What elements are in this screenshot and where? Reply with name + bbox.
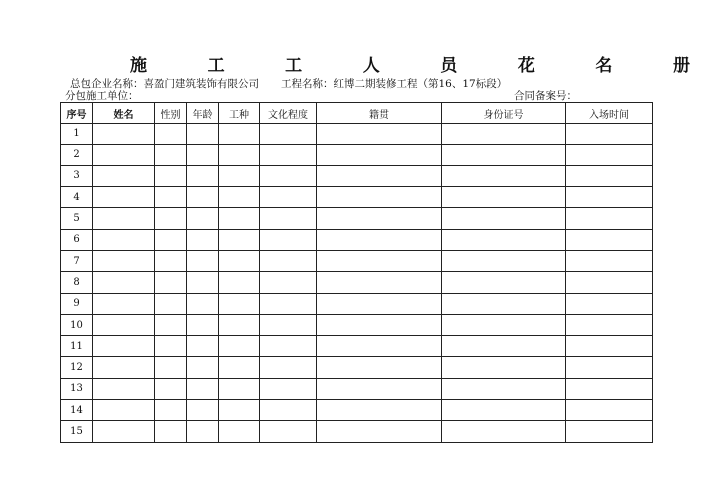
cell-entry-date[interactable] <box>566 336 653 357</box>
cell-entry-date[interactable] <box>566 124 653 145</box>
cell-education[interactable] <box>260 208 317 229</box>
cell-native-place[interactable] <box>317 187 442 208</box>
cell-age[interactable] <box>187 124 219 145</box>
cell-education[interactable] <box>260 357 317 378</box>
cell-gender[interactable] <box>155 165 187 186</box>
cell-name[interactable] <box>93 208 155 229</box>
cell-education[interactable] <box>260 314 317 335</box>
row-index: 9 <box>61 293 93 314</box>
cell-entry-date[interactable] <box>566 378 653 399</box>
cell-name[interactable] <box>93 187 155 208</box>
cell-trade[interactable] <box>219 400 260 421</box>
cell-native-place[interactable] <box>317 272 442 293</box>
cell-trade[interactable] <box>219 229 260 250</box>
cell-name[interactable] <box>93 144 155 165</box>
title-char: 员 <box>440 55 458 76</box>
cell-trade[interactable] <box>219 357 260 378</box>
title-char: 工 <box>285 55 303 76</box>
cell-native-place[interactable] <box>317 314 442 335</box>
cell-age[interactable] <box>187 421 219 442</box>
title-char: 人 <box>362 55 380 76</box>
cell-id-number[interactable] <box>442 421 566 442</box>
row-index: 13 <box>61 378 93 399</box>
table-row <box>61 378 653 399</box>
row-index: 7 <box>61 250 93 271</box>
header-id-number: 身份证号 <box>442 103 566 124</box>
cell-id-number[interactable] <box>442 272 566 293</box>
contract-number-label: 合同备案号： <box>514 90 577 102</box>
cell-gender[interactable] <box>155 229 187 250</box>
cell-trade[interactable] <box>219 208 260 229</box>
cell-gender[interactable] <box>155 336 187 357</box>
cell-age[interactable] <box>187 314 219 335</box>
row-index: 2 <box>61 144 93 165</box>
title-char: 册 <box>672 55 690 76</box>
table-row <box>61 336 653 357</box>
title-char: 施 <box>130 55 147 76</box>
cell-gender[interactable] <box>155 187 187 208</box>
cell-age[interactable] <box>187 293 219 314</box>
cell-trade[interactable] <box>219 314 260 335</box>
header-native-place: 籍贯 <box>317 103 442 124</box>
cell-entry-date[interactable] <box>566 229 653 250</box>
row-index: 10 <box>61 314 93 335</box>
cell-education[interactable] <box>260 124 317 145</box>
table-row <box>61 314 653 335</box>
row-index: 4 <box>61 187 93 208</box>
cell-age[interactable] <box>187 336 219 357</box>
cell-trade[interactable] <box>219 272 260 293</box>
header-index: 序号 <box>61 103 93 124</box>
cell-id-number[interactable] <box>442 378 566 399</box>
cell-gender[interactable] <box>155 144 187 165</box>
row-index: 14 <box>61 400 93 421</box>
cell-entry-date[interactable] <box>566 165 653 186</box>
cell-name[interactable] <box>93 293 155 314</box>
header-education: 文化程度 <box>260 103 317 124</box>
cell-id-number[interactable] <box>442 208 566 229</box>
cell-education[interactable] <box>260 421 317 442</box>
cell-native-place[interactable] <box>317 357 442 378</box>
cell-name[interactable] <box>93 336 155 357</box>
cell-native-place[interactable] <box>317 208 442 229</box>
cell-trade[interactable] <box>219 421 260 442</box>
table-row <box>61 208 653 229</box>
cell-trade[interactable] <box>219 124 260 145</box>
cell-native-place[interactable] <box>317 378 442 399</box>
cell-age[interactable] <box>187 378 219 399</box>
cell-id-number[interactable] <box>442 144 566 165</box>
cell-id-number[interactable] <box>442 400 566 421</box>
cell-entry-date[interactable] <box>566 272 653 293</box>
cell-entry-date[interactable] <box>566 293 653 314</box>
row-index: 3 <box>61 165 93 186</box>
cell-name[interactable] <box>93 272 155 293</box>
cell-gender[interactable] <box>155 314 187 335</box>
cell-name[interactable] <box>93 250 155 271</box>
cell-entry-date[interactable] <box>566 400 653 421</box>
cell-native-place[interactable] <box>317 293 442 314</box>
cell-gender[interactable] <box>155 357 187 378</box>
cell-name[interactable] <box>93 165 155 186</box>
cell-name[interactable] <box>93 421 155 442</box>
cell-trade[interactable] <box>219 378 260 399</box>
row-index: 1 <box>61 124 93 145</box>
cell-native-place[interactable] <box>317 165 442 186</box>
row-index: 12 <box>61 357 93 378</box>
cell-gender[interactable] <box>155 124 187 145</box>
cell-age[interactable] <box>187 229 219 250</box>
cell-id-number[interactable] <box>442 124 566 145</box>
header-age: 年龄 <box>187 103 219 124</box>
cell-gender[interactable] <box>155 421 187 442</box>
cell-education[interactable] <box>260 272 317 293</box>
header-name: 姓名 <box>93 103 155 124</box>
cell-entry-date[interactable] <box>566 421 653 442</box>
cell-name[interactable] <box>93 357 155 378</box>
table-row <box>61 293 653 314</box>
cell-native-place[interactable] <box>317 229 442 250</box>
cell-gender[interactable] <box>155 272 187 293</box>
worker-roster-table <box>60 102 653 443</box>
cell-trade[interactable] <box>219 165 260 186</box>
cell-gender[interactable] <box>155 250 187 271</box>
cell-id-number[interactable] <box>442 293 566 314</box>
cell-id-number[interactable] <box>442 165 566 186</box>
cell-age[interactable] <box>187 208 219 229</box>
table-row <box>61 250 653 271</box>
cell-age[interactable] <box>187 357 219 378</box>
cell-education[interactable] <box>260 378 317 399</box>
table-row <box>61 124 653 145</box>
header-gender: 性别 <box>155 103 187 124</box>
row-index: 11 <box>61 336 93 357</box>
cell-education[interactable] <box>260 293 317 314</box>
row-index: 8 <box>61 272 93 293</box>
cell-name[interactable] <box>93 378 155 399</box>
cell-trade[interactable] <box>219 336 260 357</box>
roster-body <box>61 124 653 443</box>
table-row <box>61 400 653 421</box>
company-name: 总包企业名称：喜盈门建筑装饰有限公司 <box>70 78 259 90</box>
table-row <box>61 272 653 293</box>
cell-age[interactable] <box>187 250 219 271</box>
page-title <box>130 51 690 75</box>
table-row <box>61 421 653 442</box>
header-entry-date: 入场时间 <box>566 103 653 124</box>
cell-education[interactable] <box>260 400 317 421</box>
cell-entry-date[interactable] <box>566 250 653 271</box>
cell-gender[interactable] <box>155 293 187 314</box>
cell-entry-date[interactable] <box>566 314 653 335</box>
cell-education[interactable] <box>260 229 317 250</box>
cell-native-place[interactable] <box>317 421 442 442</box>
cell-id-number[interactable] <box>442 314 566 335</box>
cell-age[interactable] <box>187 144 219 165</box>
title-char: 工 <box>207 55 225 76</box>
cell-age[interactable] <box>187 400 219 421</box>
cell-id-number[interactable] <box>442 187 566 208</box>
header-trade: 工种 <box>219 103 260 124</box>
header-row <box>61 103 653 124</box>
cell-name[interactable] <box>93 400 155 421</box>
cell-trade[interactable] <box>219 250 260 271</box>
cell-native-place[interactable] <box>317 144 442 165</box>
table-row <box>61 144 653 165</box>
cell-education[interactable] <box>260 144 317 165</box>
cell-entry-date[interactable] <box>566 144 653 165</box>
cell-name[interactable] <box>93 314 155 335</box>
cell-id-number[interactable] <box>442 229 566 250</box>
cell-education[interactable] <box>260 250 317 271</box>
cell-trade[interactable] <box>219 144 260 165</box>
cell-gender[interactable] <box>155 378 187 399</box>
cell-entry-date[interactable] <box>566 357 653 378</box>
cell-entry-date[interactable] <box>566 208 653 229</box>
cell-age[interactable] <box>187 187 219 208</box>
cell-name[interactable] <box>93 229 155 250</box>
table-row <box>61 357 653 378</box>
cell-education[interactable] <box>260 187 317 208</box>
row-index: 15 <box>61 421 93 442</box>
project-name: 工程名称：红博二期装修工程（第16、17标段） <box>281 78 508 90</box>
cell-age[interactable] <box>187 165 219 186</box>
title-char: 花 <box>517 55 535 76</box>
cell-native-place[interactable] <box>317 400 442 421</box>
title-char: 名 <box>595 55 613 76</box>
cell-id-number[interactable] <box>442 250 566 271</box>
cell-education[interactable] <box>260 336 317 357</box>
cell-gender[interactable] <box>155 208 187 229</box>
table-row <box>61 165 653 186</box>
cell-native-place[interactable] <box>317 124 442 145</box>
cell-gender[interactable] <box>155 400 187 421</box>
cell-entry-date[interactable] <box>566 187 653 208</box>
table-row <box>61 229 653 250</box>
table-row <box>61 187 653 208</box>
cell-id-number[interactable] <box>442 336 566 357</box>
cell-native-place[interactable] <box>317 250 442 271</box>
subcontractor-label: 分包施工单位： <box>65 90 139 102</box>
cell-id-number[interactable] <box>442 357 566 378</box>
row-index: 5 <box>61 208 93 229</box>
cell-native-place[interactable] <box>317 336 442 357</box>
cell-trade[interactable] <box>219 187 260 208</box>
cell-trade[interactable] <box>219 293 260 314</box>
row-index: 6 <box>61 229 93 250</box>
cell-age[interactable] <box>187 272 219 293</box>
cell-name[interactable] <box>93 124 155 145</box>
cell-education[interactable] <box>260 165 317 186</box>
